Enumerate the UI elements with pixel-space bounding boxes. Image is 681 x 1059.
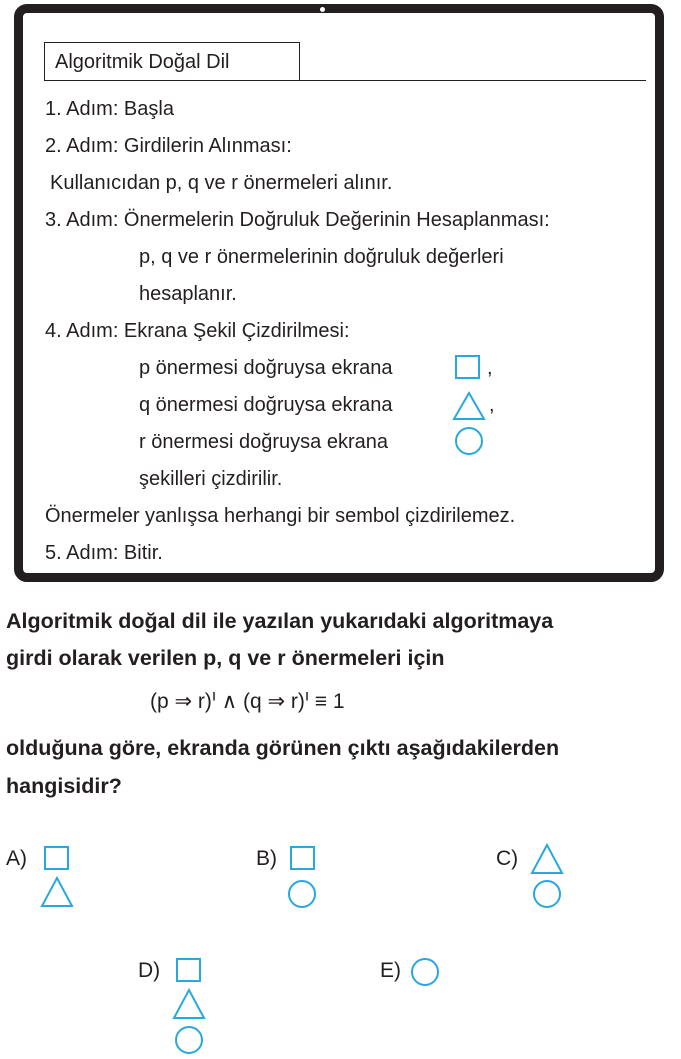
title-divider: [44, 80, 646, 81]
option-c-label: C): [496, 847, 519, 870]
camera-dot: [319, 6, 326, 13]
circle-icon: [455, 427, 483, 455]
question-line-3: olduğuna göre, ekranda görünen çıktı aşağıdakilerden: [6, 736, 560, 760]
step-3-detail-1: p, q ve r önermelerinin doğruluk değerleri: [139, 246, 504, 268]
triangle-icon: [452, 391, 486, 421]
option-e-label: E): [380, 959, 401, 982]
square-icon: [44, 846, 69, 870]
comma: ,: [489, 394, 495, 416]
question-line-1: Algoritmik doğal dil ile yazılan yukarıdaki algoritmaya: [6, 609, 554, 633]
step-2-detail: Kullanıcıdan p, q ve r önermeleri alınır.: [50, 172, 393, 194]
step-3-detail-2: hesaplanır.: [139, 283, 237, 305]
circle-icon: [288, 880, 316, 908]
square-icon: [290, 846, 315, 870]
step-4: 4. Adım: Ekrana Şekil Çizdirilmesi:: [45, 320, 350, 342]
option-a-label: A): [6, 847, 27, 870]
triangle-icon: [530, 843, 564, 875]
rule-r: r önermesi doğruysa ekrana: [139, 431, 389, 453]
triangle-icon: [40, 876, 74, 908]
step-5: 5. Adım: Bitir.: [45, 542, 163, 564]
algorithm-panel: [14, 4, 664, 582]
rule-q: q önermesi doğruysa ekrana: [139, 394, 393, 416]
step-3: 3. Adım: Önermelerin Doğruluk Değerinin Hesaplanması:: [45, 209, 550, 231]
formula: (p ⇒ r)ᑊ ∧ (q ⇒ r)ᑊ ≡ 1: [150, 690, 345, 713]
circle-icon: [411, 958, 439, 986]
panel-title: Algoritmik Doğal Dil: [44, 42, 300, 81]
false-note: Önermeler yanlışsa herhangi bir sembol çizdirilemez.: [45, 505, 516, 527]
step-1: 1. Adım: Başla: [45, 98, 174, 120]
circle-icon: [175, 1026, 203, 1054]
comma: ,: [487, 357, 493, 379]
rule-end: şekilleri çizdirilir.: [139, 468, 283, 490]
question-line-4: hangisidir?: [6, 774, 122, 798]
option-b-label: B): [256, 847, 277, 870]
square-icon: [455, 355, 480, 379]
rule-p: p önermesi doğruysa ekrana: [139, 357, 393, 379]
question-line-2: girdi olarak verilen p, q ve r önermeleri için: [6, 646, 445, 670]
triangle-icon: [172, 988, 206, 1020]
circle-icon: [533, 880, 561, 908]
step-2: 2. Adım: Girdilerin Alınması:: [45, 135, 292, 157]
square-icon: [176, 958, 201, 982]
option-d-label: D): [138, 959, 161, 982]
